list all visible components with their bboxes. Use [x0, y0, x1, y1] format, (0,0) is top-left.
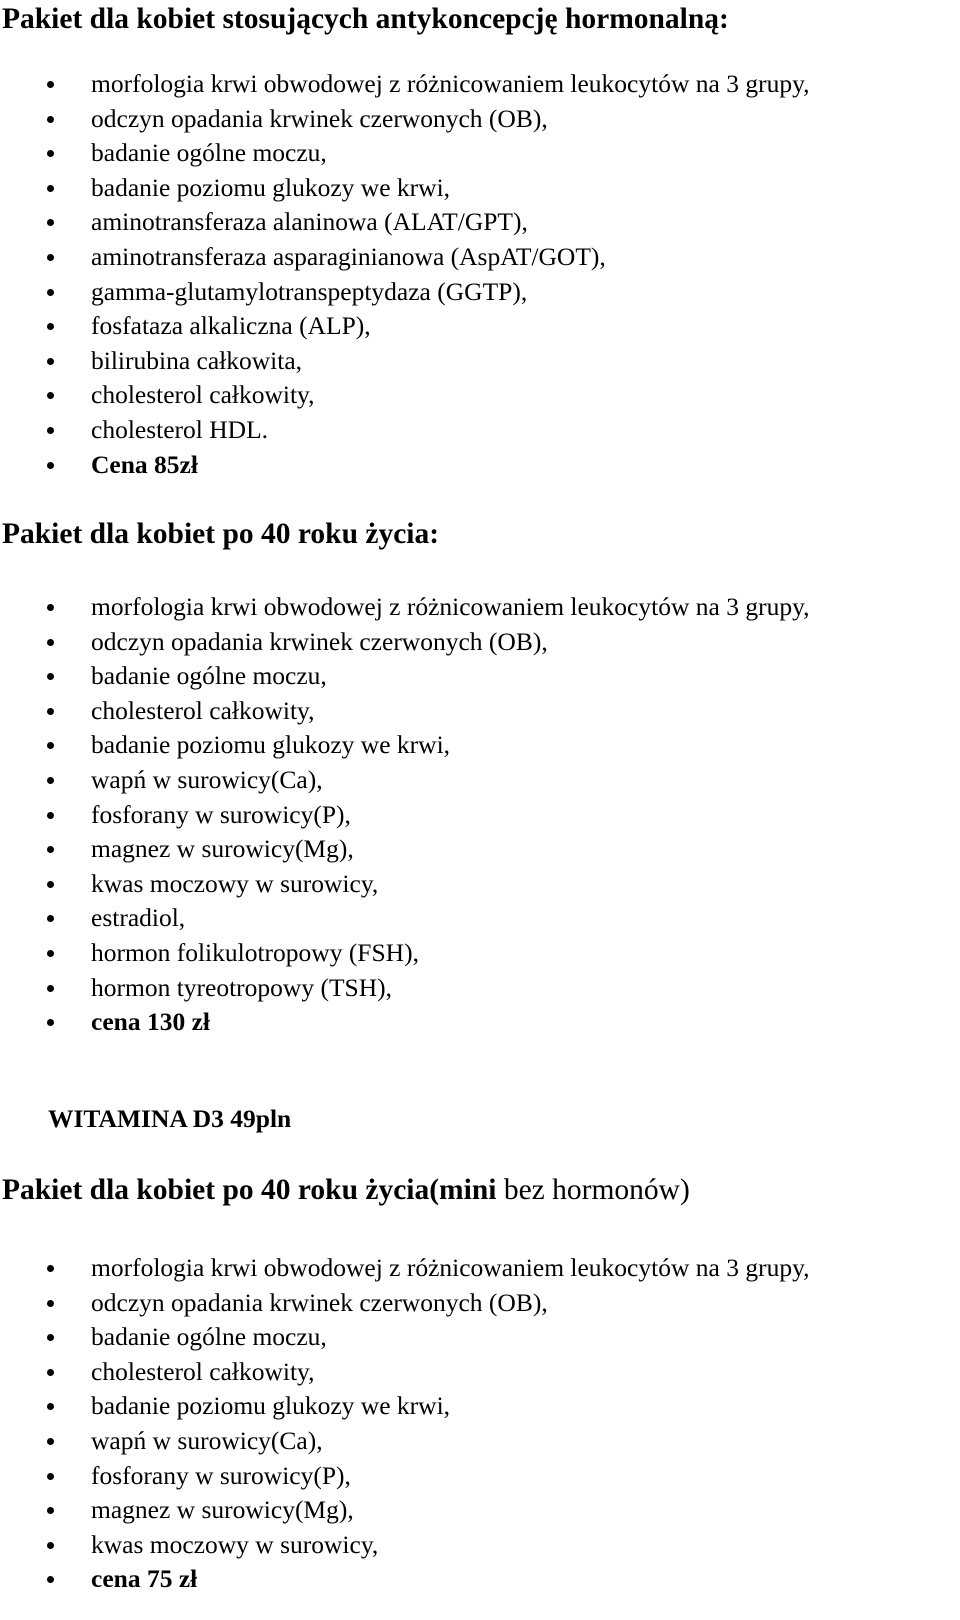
list-item: cholesterol HDL. — [0, 413, 810, 448]
bullet-icon — [47, 1369, 54, 1376]
list-item: odczyn opadania krwinek czerwonych (OB), — [0, 1286, 810, 1321]
bullet-icon — [47, 604, 54, 611]
list-item: magnez w surowicy(Mg), — [0, 832, 810, 867]
price-item: Cena 85zł — [0, 448, 810, 483]
bullet-icon — [47, 742, 54, 749]
list-item: aminotransferaza asparaginianowa (AspAT/GOT), — [0, 240, 810, 275]
bullet-icon — [47, 1542, 54, 1549]
list-item: gamma-glutamylotranspeptydaza (GGTP), — [0, 275, 810, 310]
list-item: morfologia krwi obwodowej z różnicowaniem leukocytów na 3 grupy, — [0, 67, 810, 102]
list-item: wapń w surowicy(Ca), — [0, 1424, 810, 1459]
bullet-icon — [47, 392, 54, 399]
bullet-icon — [47, 1507, 54, 1514]
bullet-icon — [47, 673, 54, 680]
bullet-icon — [47, 1300, 54, 1307]
bullet-icon — [47, 150, 54, 157]
bullet-icon — [47, 812, 54, 819]
bullet-icon — [47, 639, 54, 646]
list-item: morfologia krwi obwodowej z różnicowaniem leukocytów na 3 grupy, — [0, 1251, 810, 1286]
bullet-icon — [47, 915, 54, 922]
bullet-icon — [47, 846, 54, 853]
list-item: morfologia krwi obwodowej z różnicowaniem leukocytów na 3 grupy, — [0, 590, 810, 625]
bullet-icon — [47, 254, 54, 261]
bullet-icon — [47, 777, 54, 784]
list-item: kwas moczowy w surowicy, — [0, 1528, 810, 1563]
list-item: bilirubina całkowita, — [0, 344, 810, 379]
section1-list — [0, 67, 810, 482]
bullet-icon — [47, 358, 54, 365]
section1-title: Pakiet dla kobiet stosujących antykoncepcję hormonalną: — [2, 3, 729, 35]
list-item: wapń w surowicy(Ca), — [0, 763, 810, 798]
bullet-icon — [47, 219, 54, 226]
list-item: odczyn opadania krwinek czerwonych (OB), — [0, 102, 810, 137]
bullet-icon — [47, 1334, 54, 1341]
list-item: fosforany w surowicy(P), — [0, 1459, 810, 1494]
list-item: magnez w surowicy(Mg), — [0, 1493, 810, 1528]
list-item: hormon tyreotropowy (TSH), — [0, 971, 810, 1006]
list-item: estradiol, — [0, 901, 810, 936]
list-item: badanie poziomu glukozy we krwi, — [0, 171, 810, 206]
list-item: badanie ogólne moczu, — [0, 1320, 810, 1355]
vitamin-d3-price: WITAMINA D3 49pln — [48, 1104, 292, 1133]
list-item: kwas moczowy w surowicy, — [0, 867, 810, 902]
bullet-icon — [47, 81, 54, 88]
list-item: fosfataza alkaliczna (ALP), — [0, 309, 810, 344]
bullet-icon — [47, 1473, 54, 1480]
section2-title: Pakiet dla kobiet po 40 roku życia: — [2, 518, 440, 550]
list-item: cholesterol całkowity, — [0, 378, 810, 413]
list-item: aminotransferaza alaninowa (ALAT/GPT), — [0, 205, 810, 240]
bullet-icon — [47, 427, 54, 434]
section3-title: Pakiet dla kobiet po 40 roku życia(mini bez hormonów) — [2, 1174, 690, 1206]
list-item: badanie ogólne moczu, — [0, 136, 810, 171]
price-item: cena 75 zł — [0, 1562, 810, 1597]
section2-list — [0, 590, 810, 1040]
bullet-icon — [47, 1265, 54, 1272]
list-item: odczyn opadania krwinek czerwonych (OB), — [0, 625, 810, 660]
bullet-icon — [47, 323, 54, 330]
bullet-icon — [47, 116, 54, 123]
bullet-icon — [47, 1019, 54, 1026]
section3-list — [0, 1251, 810, 1597]
bullet-icon — [47, 950, 54, 957]
bullet-icon — [47, 881, 54, 888]
list-item: badanie poziomu glukozy we krwi, — [0, 1389, 810, 1424]
bullet-icon — [47, 985, 54, 992]
bullet-icon — [47, 1403, 54, 1410]
list-item: cholesterol całkowity, — [0, 1355, 810, 1390]
list-item: badanie poziomu glukozy we krwi, — [0, 728, 810, 763]
bullet-icon — [47, 462, 54, 469]
list-item: badanie ogólne moczu, — [0, 659, 810, 694]
price-item: cena 130 zł — [0, 1005, 810, 1040]
bullet-icon — [47, 185, 54, 192]
list-item: hormon folikulotropowy (FSH), — [0, 936, 810, 971]
bullet-icon — [47, 289, 54, 296]
bullet-icon — [47, 1438, 54, 1445]
bullet-icon — [47, 708, 54, 715]
bullet-icon — [47, 1576, 54, 1583]
list-item: cholesterol całkowity, — [0, 694, 810, 729]
list-item: fosforany w surowicy(P), — [0, 798, 810, 833]
